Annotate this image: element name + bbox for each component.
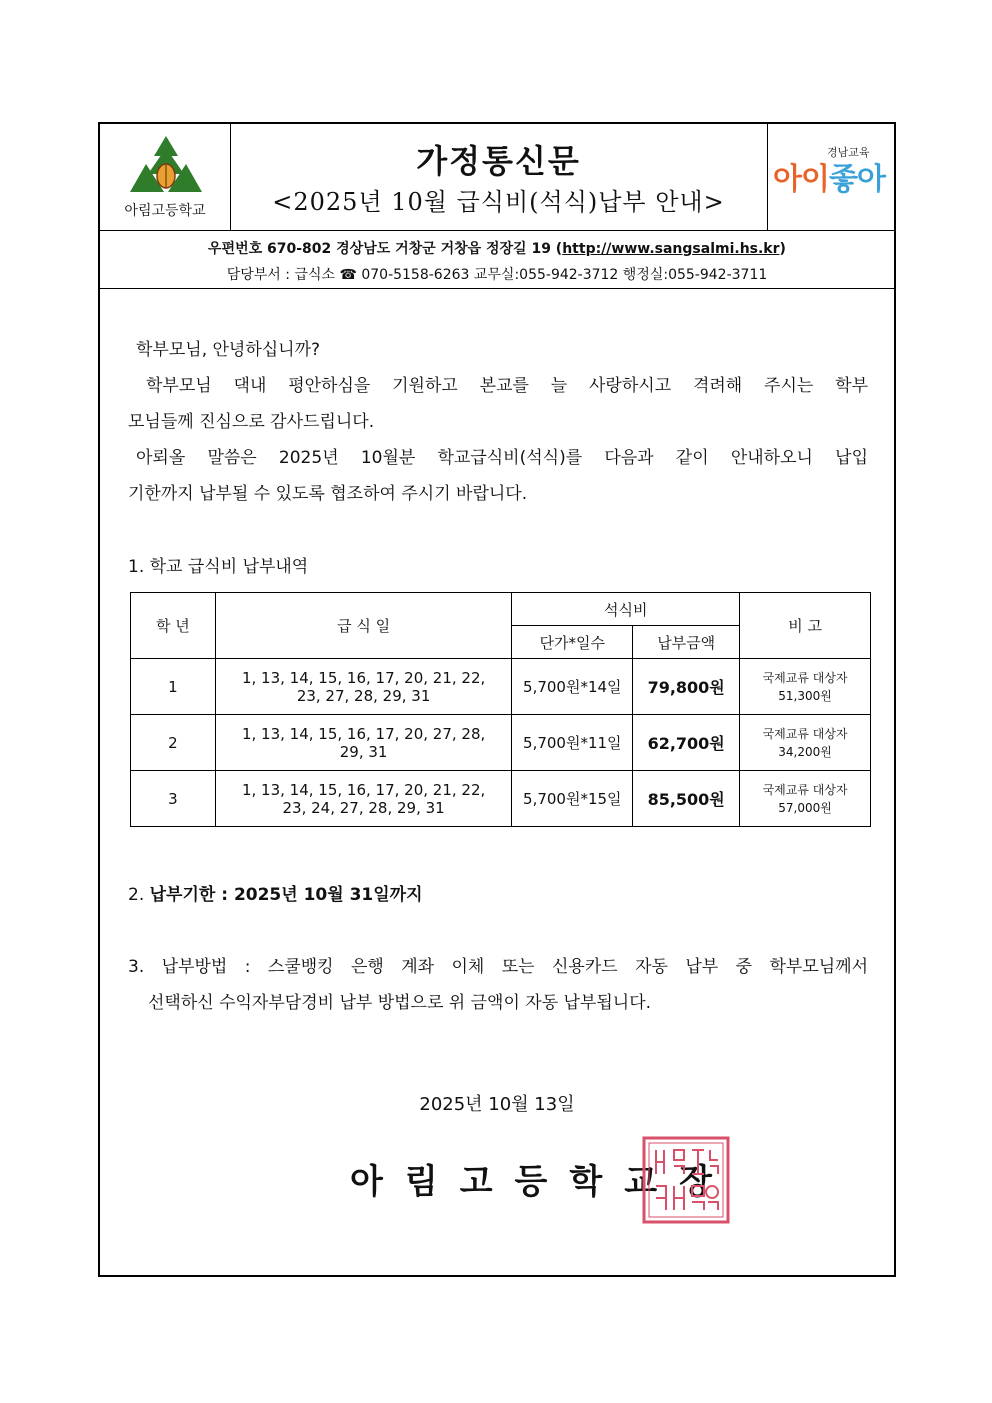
- title-cell: [230, 124, 768, 230]
- days-line: 23, 27, 28, 29, 31: [296, 686, 431, 705]
- days-cell: [215, 715, 512, 771]
- days-line: 29, 31: [339, 742, 388, 761]
- amount-cell: 62,700원: [633, 715, 740, 771]
- school-name-label: 아림고등학교: [124, 203, 206, 219]
- section2-text: 납부기한 : 2025년 10월 31일까지: [149, 885, 423, 905]
- remark-cell: [740, 771, 871, 827]
- table-row: [131, 715, 871, 771]
- unit-cell: 5,700원*14일: [512, 659, 633, 715]
- brand-logo-part1: 아이: [773, 162, 829, 197]
- amount-cell: 79,800원: [633, 659, 740, 715]
- paragraph2-line2: 기한까지 납부될 수 있도록 협조하여 주시기 바랍니다.: [128, 484, 528, 504]
- greeting: 학부모님, 안녕하십니까?: [136, 340, 321, 360]
- days-cell: [215, 659, 512, 715]
- brand-logo-part2: 좋아: [828, 162, 885, 197]
- issue-date: 2025년 10월 13일: [419, 1094, 575, 1115]
- paragraph1-line2: 모님들께 진심으로 감사드립니다.: [128, 412, 375, 432]
- days-cell: [215, 771, 512, 827]
- amount-cell: 85,500원: [633, 771, 740, 827]
- grade-cell: 2: [131, 715, 216, 771]
- document-frame: [98, 122, 896, 1277]
- header: [100, 124, 894, 231]
- days-line: 1, 13, 14, 15, 16, 17, 20, 27, 28,: [241, 724, 486, 743]
- address-text: 우편번호 670-802 경상남도 거창군 거창읍 정장길 19 (: [208, 241, 563, 257]
- col-unit-header: 단가*일수: [512, 626, 633, 659]
- col-amount-header: 납부금액: [633, 626, 740, 659]
- section3-line1: 3. 납부방법 : 스쿨뱅킹 은행 계좌 이체 또는 신용카드 자동 납부 중 학부모님께서: [128, 957, 868, 977]
- unit-cell: 5,700원*15일: [512, 771, 633, 827]
- section2-number: 2.: [128, 885, 150, 905]
- remark-line: 34,200원: [778, 744, 832, 759]
- col-days-header: 급 식 일: [215, 593, 512, 659]
- school-emblem-icon: [126, 134, 206, 198]
- principal-signature: 아림고등학교장: [350, 1162, 734, 1202]
- doc-title: 가정통신문: [416, 142, 581, 180]
- address-suffix: ): [779, 241, 786, 257]
- remark-cell: [740, 659, 871, 715]
- school-logo-cell: [100, 124, 231, 230]
- section1-title: 1. 학교 급식비 납부내역: [128, 557, 309, 577]
- days-line: 1, 13, 14, 15, 16, 17, 20, 21, 22,: [241, 780, 486, 799]
- remark-line: 57,000원: [778, 800, 832, 815]
- brand-logo-text: [773, 154, 885, 198]
- unit-cell: 5,700원*11일: [512, 715, 633, 771]
- edu-brand-logo: [767, 124, 894, 230]
- remark-line: 51,300원: [778, 688, 832, 703]
- school-website-link[interactable]: http://www.sangsalmi.hs.kr: [562, 241, 780, 257]
- remark-line: 국제교류 대상자: [762, 670, 848, 685]
- remark-line: 국제교류 대상자: [762, 726, 848, 741]
- fee-table: [130, 592, 871, 827]
- address-line: [100, 238, 894, 258]
- grade-cell: 3: [131, 771, 216, 827]
- section3-line2: 선택하신 수익자부담경비 납부 방법으로 위 금액이 자동 납부됩니다.: [148, 993, 652, 1013]
- official-seal: [642, 1136, 730, 1224]
- col-dinner-header: 석식비: [512, 593, 740, 626]
- grade-cell: 1: [131, 659, 216, 715]
- paragraph2-line1: 아뢰올 말씀은 2025년 10월분 학교급식비(석식)를 다음과 같이 안내하오니 납입: [136, 448, 868, 468]
- department-line: 담당부서 : 급식소 ☎ 070-5158-6263 교무실:055-942-3712 행정실:055-942-3711: [226, 267, 768, 283]
- paragraph1-line1: 학부모님 댁내 평안하심을 기원하고 본교를 늘 사랑하시고 격려해 주시는 학부: [146, 376, 868, 396]
- brand-small-text: 경남교육: [827, 146, 870, 159]
- contact-info: [100, 230, 894, 289]
- remark-line: 국제교류 대상자: [762, 782, 848, 797]
- table-row: [131, 771, 871, 827]
- remark-cell: [740, 715, 871, 771]
- days-line: 1, 13, 14, 15, 16, 17, 20, 21, 22,: [241, 668, 486, 687]
- days-line: 23, 24, 27, 28, 29, 31: [282, 798, 445, 817]
- table-row: [131, 659, 871, 715]
- section2-deadline: [128, 880, 423, 905]
- col-remark-header: 비 고: [740, 593, 871, 659]
- col-grade-header: 학 년: [131, 593, 216, 659]
- doc-subtitle: <2025년 10월 급식비(석식)납부 안내>: [272, 188, 725, 216]
